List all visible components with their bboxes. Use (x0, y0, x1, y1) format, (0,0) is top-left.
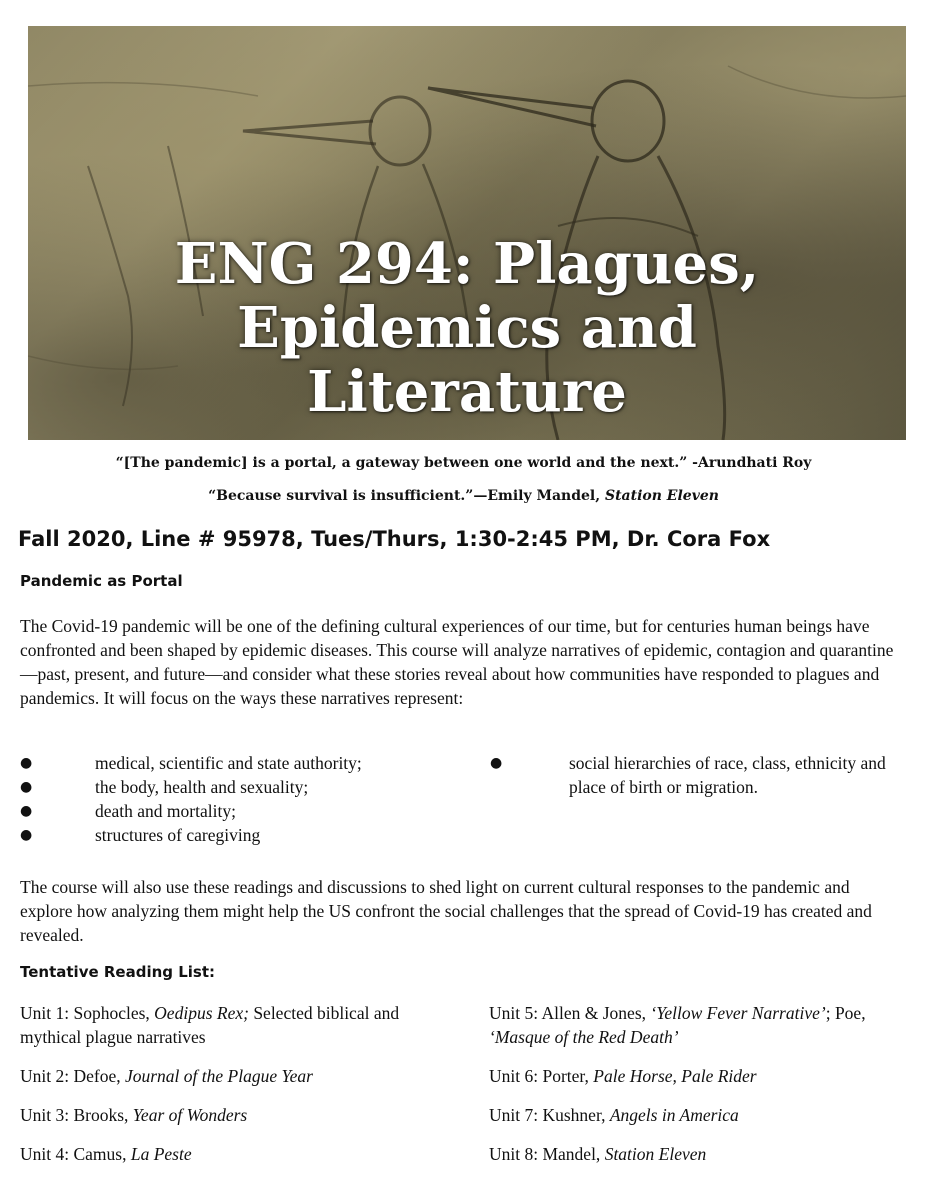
quote-roy: “[The pandemic] is a portal, a gateway between one world and the next.” -Arundhati Roy (115, 455, 812, 471)
header-image (28, 26, 906, 440)
reading-unit-8: Unit 8: Mandel, Station Eleven (489, 1144, 707, 1164)
work-title: Pale Horse, Pale Rider (593, 1066, 757, 1086)
reading-unit-5: Unit 5: Allen & Jones, ‘Yellow Fever Narrative’; Poe, ‘Masque of the Red Death’ (489, 1003, 866, 1047)
quote-mandel (0, 488, 927, 504)
work-title: Journal of the Plague Year (124, 1066, 313, 1086)
reading-list-heading: Tentative Reading List: (20, 963, 216, 981)
bullet-icon: ● (20, 803, 33, 819)
section-heading-portal: Pandemic as Portal (20, 572, 183, 590)
bullet-icon: ● (20, 755, 33, 771)
list-item: ● death and mortality; (20, 801, 236, 821)
title-line-3: Literature (307, 359, 627, 425)
list-item: ● structures of caregiving (20, 825, 261, 845)
bullet-list-left (20, 751, 460, 847)
work-title: Oedipus Rex; (154, 1003, 249, 1023)
quote-mandel-text: “Because survival is insufficient.”—Emily Mandel, (208, 488, 605, 504)
work-title: Year of Wonders (132, 1105, 248, 1125)
list-item: ● the body, health and sexuality; (20, 777, 309, 797)
reading-unit-3: Unit 3: Brooks, Year of Wonders (20, 1105, 248, 1125)
list-item: ● social hierarchies of race, class, ethnicity and place of birth or migration. (490, 753, 886, 797)
work-title: ‘Yellow Fever Narrative’ (650, 1003, 826, 1023)
title-line-2: Epidemics and (237, 295, 697, 361)
course-description-2: The course will also use these readings and discussions to shed light on current cultural responses to the pandemic and explore how analyzing them might help the US confront the social challenges that the spread of Covid-19 has created and revealed. (20, 877, 872, 945)
work-title: La Peste (130, 1144, 192, 1164)
work-title: Station Eleven (604, 1144, 707, 1164)
bullet-list-right (490, 751, 890, 799)
quote-mandel-title: Station Eleven (604, 488, 719, 504)
title-line-1: ENG 294: Plagues, (174, 231, 760, 297)
course-title (28, 232, 906, 424)
bullet-icon: ● (490, 755, 503, 771)
bullet-icon: ● (20, 779, 33, 795)
reading-unit-4: Unit 4: Camus, La Peste (20, 1144, 192, 1164)
course-description: The Covid-19 pandemic will be one of the defining cultural experiences of our time, but for centuries human beings have confronted and been shaped by epidemic diseases. This course will analyze narratives of epidemic, contagion and quarantine—past, present, and future—and consider what these stories reveal about how communities have responded to plagues and pandemics. It will focus on the ways these narratives represent: (20, 616, 894, 708)
reading-unit-1: Unit 1: Sophocles, Oedipus Rex; Selected biblical and mythical plague narratives (20, 1003, 400, 1047)
work-title: Angels in America (609, 1105, 739, 1125)
bullet-icon: ● (20, 827, 33, 843)
reading-unit-6: Unit 6: Porter, Pale Horse, Pale Rider (489, 1066, 757, 1086)
list-item: ● medical, scientific and state authority; (20, 753, 362, 773)
reading-unit-2: Unit 2: Defoe, Journal of the Plague Year (20, 1066, 313, 1086)
work-title: ‘Masque of the Red Death’ (489, 1027, 679, 1047)
course-info: Fall 2020, Line # 95978, Tues/Thurs, 1:30-2:45 PM, Dr. Cora Fox (18, 527, 771, 551)
reading-unit-7: Unit 7: Kushner, Angels in America (489, 1105, 739, 1125)
